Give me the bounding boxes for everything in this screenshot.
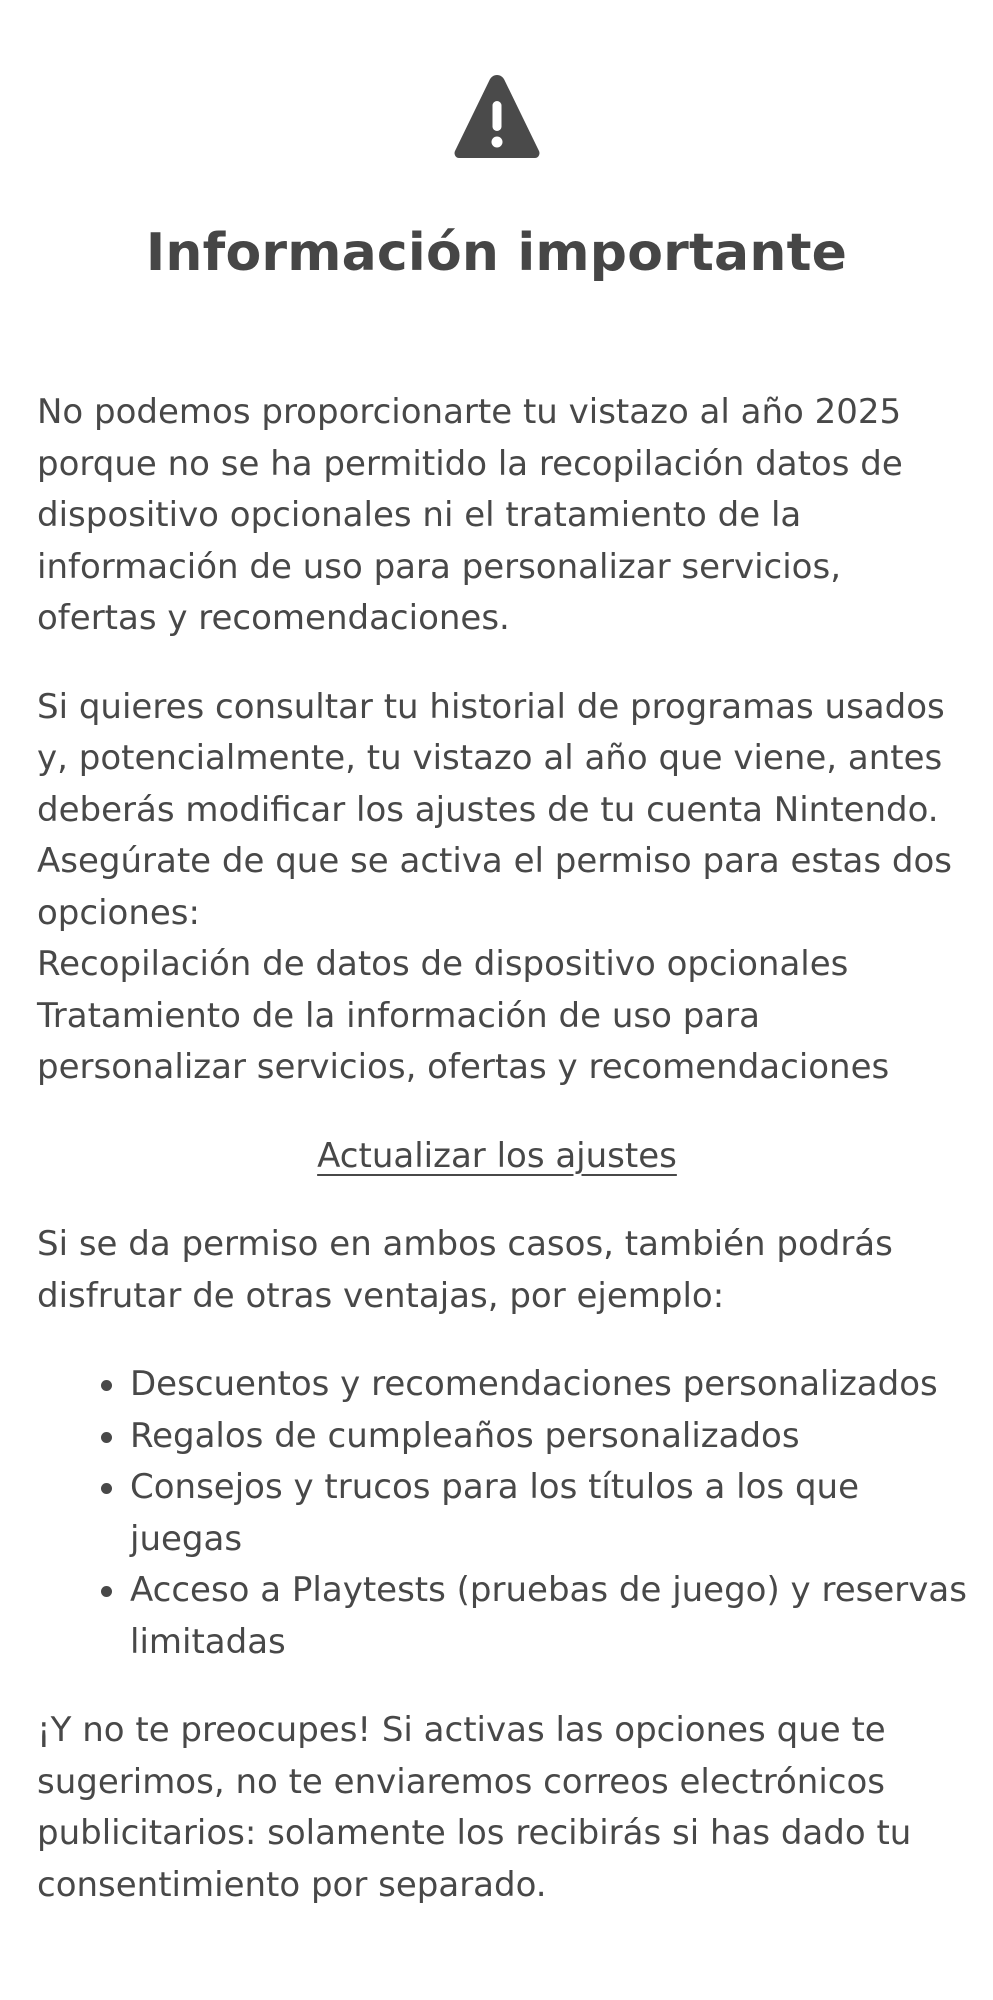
benefit-text: Regalos de cumpleaños personalizados [130, 1415, 800, 1456]
page-title: Información importante [145, 223, 848, 283]
benefits-list [37, 1359, 967, 1668]
warning-icon [451, 72, 543, 164]
bullet-icon [101, 1586, 112, 1597]
list-item [95, 1462, 967, 1565]
intro-paragraph: No podemos proporcionarte tu vistazo al año 2025 porque no se ha permitido la recopilación datos de dispositivo opcionales ni el tratamiento de la información de uso para personalizar servicios, ofertas y recomendaciones. [37, 392, 903, 638]
bullet-icon [101, 1380, 112, 1391]
bullet-icon [101, 1432, 112, 1443]
benefit-text: Acceso a Playtests (pruebas de juego) y reservas limitadas [130, 1570, 967, 1662]
settings-instructions-text: Si quieres consultar tu historial de programas usados y, potencialmente, tu vistazo al año que viene, antes deberás modificar los ajustes de tu cuenta Nintendo. Asegúrate de que se activa el permiso para estas dos opciones: [37, 686, 952, 933]
benefits-intro: Si se da permiso en ambos casos, también podrás disfrutar de otras ventajas, por ejemplo: [37, 1224, 893, 1316]
update-settings-link[interactable]: Actualizar los ajustes [317, 1135, 677, 1176]
content-body [37, 387, 967, 1911]
benefit-text: Descuentos y recomendaciones personalizados [130, 1364, 938, 1404]
settings-instructions [37, 682, 967, 1094]
option-usage-info: Tratamiento de la información de uso para personalizar servicios, ofertas y recomendaciones [37, 995, 890, 1087]
option-device-data: Recopilación de datos de dispositivo opcionales [37, 944, 849, 984]
benefit-text: Consejos y trucos para los títulos a los que juegas [130, 1467, 859, 1559]
list-item [95, 1565, 967, 1668]
list-item [95, 1411, 967, 1463]
update-link-container [37, 1131, 957, 1183]
list-item [95, 1359, 967, 1411]
bullet-icon [101, 1483, 112, 1494]
closing-paragraph: ¡Y no te preocupes! Si activas las opciones que te sugerimos, no te enviaremos correos electrónicos publicitarios: solamente los recibirás si has dado tu consentimiento por separado. [37, 1710, 912, 1905]
